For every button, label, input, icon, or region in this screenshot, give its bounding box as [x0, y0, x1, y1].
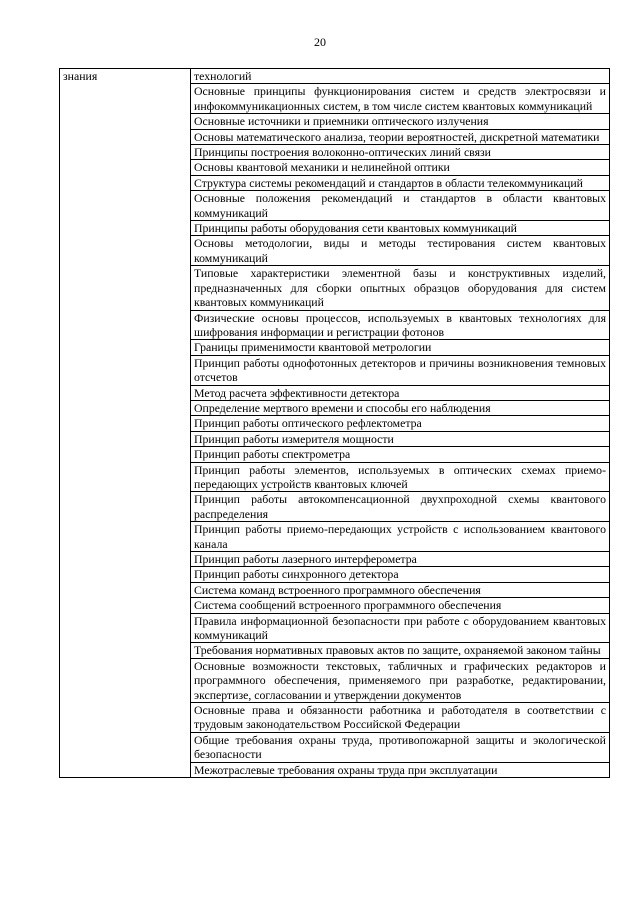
- knowledge-item: Основы математического анализа, теории вероятностей, дискретной математики: [191, 129, 610, 144]
- knowledge-item: Основные принципы функционирования систем и средств электросвязи и инфокоммуникационных систем, в том числе систем квантовых коммуникаций: [191, 84, 610, 114]
- knowledge-item: Принцип работы спектрометра: [191, 447, 610, 462]
- table-row: [60, 69, 610, 84]
- knowledge-item: Общие требования охраны труда, противопожарной защиты и экологической безопасности: [191, 732, 610, 762]
- knowledge-item: Принцип работы измерителя мощности: [191, 431, 610, 446]
- page-number: 20: [314, 35, 326, 49]
- knowledge-item: Определение мертвого времени и способы его наблюдения: [191, 400, 610, 415]
- knowledge-item: Принципы построения волоконно-оптических линий связи: [191, 145, 610, 160]
- knowledge-item: Требования нормативных правовых актов по защите, охраняемой законом тайны: [191, 643, 610, 658]
- knowledge-item: Принцип работы лазерного интерферометра: [191, 552, 610, 567]
- knowledge-item: Основы методологии, виды и методы тестирования систем квантовых коммуникаций: [191, 236, 610, 266]
- knowledge-item: Основы квантовой механики и нелинейной оптики: [191, 160, 610, 175]
- knowledge-item: Принцип работы автокомпенсационной двухпроходной схемы квантового распределения: [191, 492, 610, 522]
- knowledge-item: Система сообщений встроенного программного обеспечения: [191, 598, 610, 613]
- knowledge-item: Правила информационной безопасности при работе с оборудованием квантовых коммуникаций: [191, 613, 610, 643]
- knowledge-item: Основные источники и приемники оптического излучения: [191, 114, 610, 129]
- knowledge-item: Принцип работы элементов, используемых в оптических схемах приемо-передающих устройств квантовых ключей: [191, 462, 610, 492]
- knowledge-item: Принцип работы однофотонных детекторов и причины возникновения темновых отсчетов: [191, 355, 610, 385]
- knowledge-item: Принцип работы синхронного детектора: [191, 567, 610, 582]
- knowledge-item: Основные положения рекомендаций и стандартов в области квантовых коммуникаций: [191, 191, 610, 221]
- knowledge-item: Структура системы рекомендаций и стандартов в области телекоммуникаций: [191, 175, 610, 190]
- knowledge-item: Границы применимости квантовой метрологии: [191, 340, 610, 355]
- knowledge-item: Физические основы процессов, используемых в квантовых технологиях для шифрования информации и регистрации фотонов: [191, 310, 610, 340]
- knowledge-item: технологий: [191, 69, 610, 84]
- knowledge-item: Принципы работы оборудования сети квантовых коммуникаций: [191, 221, 610, 236]
- knowledge-item: Основные возможности текстовых, табличных и графических редакторов и программного обеспечения, применяемого при разработке, редактировании, экспертизе, согласовании и утверждении документов: [191, 658, 610, 702]
- knowledge-item: Метод расчета эффективности детектора: [191, 385, 610, 400]
- requirements-table: [59, 68, 610, 778]
- knowledge-item: Основные права и обязанности работника и работодателя в соответствии с трудовым законодательством Российской Федерации: [191, 703, 610, 733]
- knowledge-item: Система команд встроенного программного обеспечения: [191, 582, 610, 597]
- knowledge-item: Принцип работы приемо-передающих устройств с использованием квантового канала: [191, 522, 610, 552]
- knowledge-item: Типовые характеристики элементной базы и конструктивных изделий, предназначенных для сборки опытных образцов оборудования для систем квантовых коммуникаций: [191, 266, 610, 310]
- knowledge-item: Принцип работы оптического рефлектометра: [191, 416, 610, 431]
- knowledge-item: Межотраслевые требования охраны труда при эксплуатации: [191, 762, 610, 777]
- category-cell: знания: [60, 69, 191, 778]
